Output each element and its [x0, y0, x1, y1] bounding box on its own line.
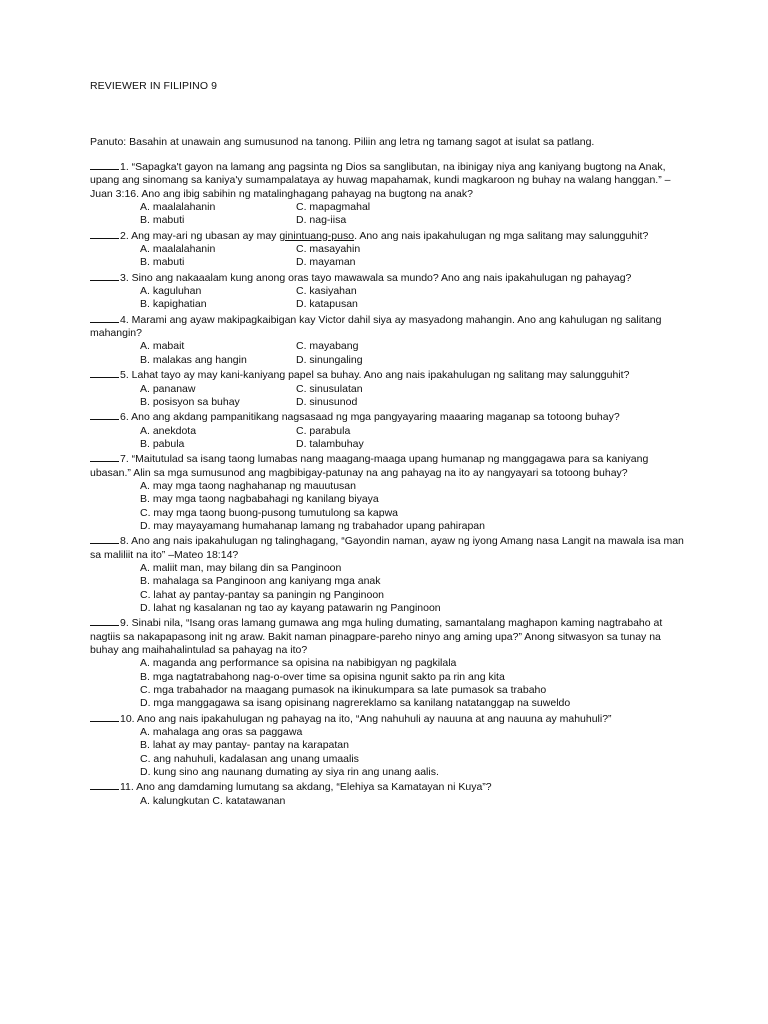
options-4: [140, 340, 690, 367]
answer-blank: [90, 779, 119, 790]
option: D. sinusunod: [296, 395, 358, 408]
option: D. nag-iisa: [296, 214, 347, 227]
options-3: [140, 285, 690, 312]
option: A. maliit man, may bilang din sa Panginoon: [140, 561, 342, 574]
option: C. parabula: [296, 424, 351, 437]
option: D. kung sino ang naunang dumating ay siya rin ang unang aalis.: [140, 766, 439, 779]
options-8: [140, 562, 690, 615]
option: D. may mayayamang humahanap lamang ng trabahador upang pahirapan: [140, 519, 485, 532]
option: B. lahat ay may pantay- pantay na karapatan: [140, 739, 349, 752]
options-2: [140, 243, 690, 270]
document-title: REVIEWER IN FILIPINO 9: [90, 80, 218, 92]
option: D. lahat ng kasalanan ng tao ay kayang patawarin ng Panginoon: [140, 602, 441, 614]
option: A. pananaw: [140, 382, 196, 395]
answer-blank: [90, 711, 119, 722]
option: D. mayaman: [296, 256, 356, 269]
option: C. masayahin: [296, 243, 361, 256]
option: A. anekdota: [140, 424, 197, 437]
option: A. kalungkutan C. katatawanan: [140, 794, 286, 807]
options-11: [140, 795, 690, 808]
answer-blank: [90, 615, 119, 626]
options-7: [140, 480, 690, 533]
option: C. ang nahuhuli, kadalasan ang unang umaalis: [140, 752, 359, 765]
option: A. maalalahanin: [140, 201, 216, 214]
option: C. lahat ay pantay-pantay sa paningin ng Panginoon: [140, 588, 385, 601]
answer-blank: [90, 312, 119, 323]
option: B. mga nagtatrabahong nag-o-over time sa opisina ngunit sakto pa rin ang kita: [140, 670, 505, 683]
option: A. may mga taong naghahanap ng mauutusan: [140, 479, 356, 492]
option: B. mabuti: [140, 214, 185, 227]
options-10: [140, 726, 690, 779]
question-2: 2. Ang may-ari ng ubasan ay may ginintuang-puso. Ano ang nais ipakahulugan ng mga salitang may salungguhit?: [90, 228, 690, 243]
question-7: 7. “Maitutulad sa isang taong lumabas nang maagang-maaga upang humanap ng manggagawa para sa kaniyang ubasan.” Alin sa mga sumusunod ang magbibigay-patunay na ang pahayag na ito ay nangyayari sa totoong buhay?: [90, 453, 649, 479]
option: A. maganda ang performance sa opisina na nabibigyan ng pagkilala: [140, 657, 457, 670]
question-9: 9. Sinabi nila, “Isang oras lamang gumawa ang mga huling dumating, samantalang maghapon kaming nagtrabaho at nagtiis sa nakapapasong init ng araw. Bakit naman pinagpare-pareho ninyo ang aming upa?” Anong sitwasyon sa tunay na buhay ang maihahalintulad sa pahayag na ito?: [90, 617, 663, 657]
option: C. mayabang: [296, 340, 359, 353]
option: A. maalalahanin: [140, 243, 216, 256]
options-9: [140, 657, 690, 710]
question-10: 10. Ano ang nais ipakahulugan ng pahayag na ito, “Ang nahuhuli ay nauuna at ang nauuna ay mahuhuli?”: [90, 711, 690, 726]
option: C. sinusulatan: [296, 382, 363, 395]
option: B. malakas ang hangin: [140, 353, 247, 366]
answer-blank: [90, 159, 119, 170]
option: B. mabuti: [140, 256, 185, 269]
option: A. mahalaga ang oras sa paggawa: [140, 726, 303, 739]
option: C. mga trabahador na maagang pumasok na ikinukumpara sa late pumasok sa trabaho: [140, 684, 547, 697]
instructions: Panuto: Basahin at unawain ang sumusunod na tanong. Piliin ang letra ng tamang sagot at isulat sa patlang.: [90, 136, 595, 148]
options-6: [140, 425, 690, 452]
option: D. sinungaling: [296, 353, 363, 366]
option: B. posisyon sa buhay: [140, 395, 240, 408]
question-3: 3. Sino ang nakaaalam kung anong oras tayo mawawala sa mundo? Ano ang nais ipakahulugan ng pahayag?: [90, 270, 690, 285]
answer-blank: [90, 228, 119, 239]
answer-blank: [90, 367, 119, 378]
question-1: 1. “Sapagka't gayon na lamang ang pagsinta ng Dios sa sanglibutan, na ibinigay niya ang kaniyang bugtong na Anak, upang ang sinomang sa kaniya'y sumampalataya ay huwag mapahamak, kundi magkaroon ng buhay na walang hanggan.” –Juan 3:16. Ano ang ibig sabihin ng matalinghagang pahayag na bugtong na anak?: [90, 161, 671, 200]
option: A. kaguluhan: [140, 285, 202, 298]
underlined-phrase: ginintuang-puso: [279, 229, 355, 242]
options-1: [140, 201, 690, 228]
option: C. mapagmahal: [296, 201, 371, 214]
answer-blank: [90, 270, 119, 281]
answer-blank: [90, 533, 119, 544]
question-8: 8. Ano ang nais ipakahulugan ng talinghagang, “Gayondin naman, ayaw ng iyong Amang nasa Langit na mawala isa man sa maliliit na ito” –Mateo 18:14?: [90, 535, 684, 561]
option: D. katapusan: [296, 298, 358, 311]
answer-blank: [90, 409, 119, 420]
answer-blank: [90, 451, 119, 462]
question-6: 6. Ano ang akdang pampanitikang nagsasaad ng mga pangyayaring maaaring maganap sa totoong buhay?: [90, 409, 690, 424]
option: A. mabait: [140, 340, 185, 353]
option: B. mahalaga sa Panginoon ang kaniyang mga anak: [140, 575, 381, 588]
option: B. kapighatian: [140, 298, 207, 311]
option: C. kasiyahan: [296, 285, 357, 298]
question-list: [90, 159, 690, 808]
option: B. may mga taong nagbabahagi ng kanilang biyaya: [140, 493, 379, 506]
question-11: 11. Ano ang damdaming lumutang sa akdang, “Elehiya sa Kamatayan ni Kuya”?: [90, 779, 690, 794]
question-5: 5. Lahat tayo ay may kani-kaniyang papel sa buhay. Ano ang nais ipakahulugan ng salitang may salungguhit?: [90, 367, 690, 382]
options-5: [140, 383, 690, 410]
option: D. mga manggagawa sa isang opisinang nagrereklamo sa kanilang natatanggap na suweldo: [140, 697, 571, 710]
option: C. may mga taong buong-pusong tumutulong sa kapwa: [140, 506, 398, 519]
option: B. pabula: [140, 437, 185, 450]
question-4: 4. Marami ang ayaw makipagkaibigan kay Victor dahil siya ay masyadong mahangin. Ano ang kahulugan ng salitang mahangin?: [90, 313, 662, 340]
option: D. talambuhay: [296, 437, 364, 450]
